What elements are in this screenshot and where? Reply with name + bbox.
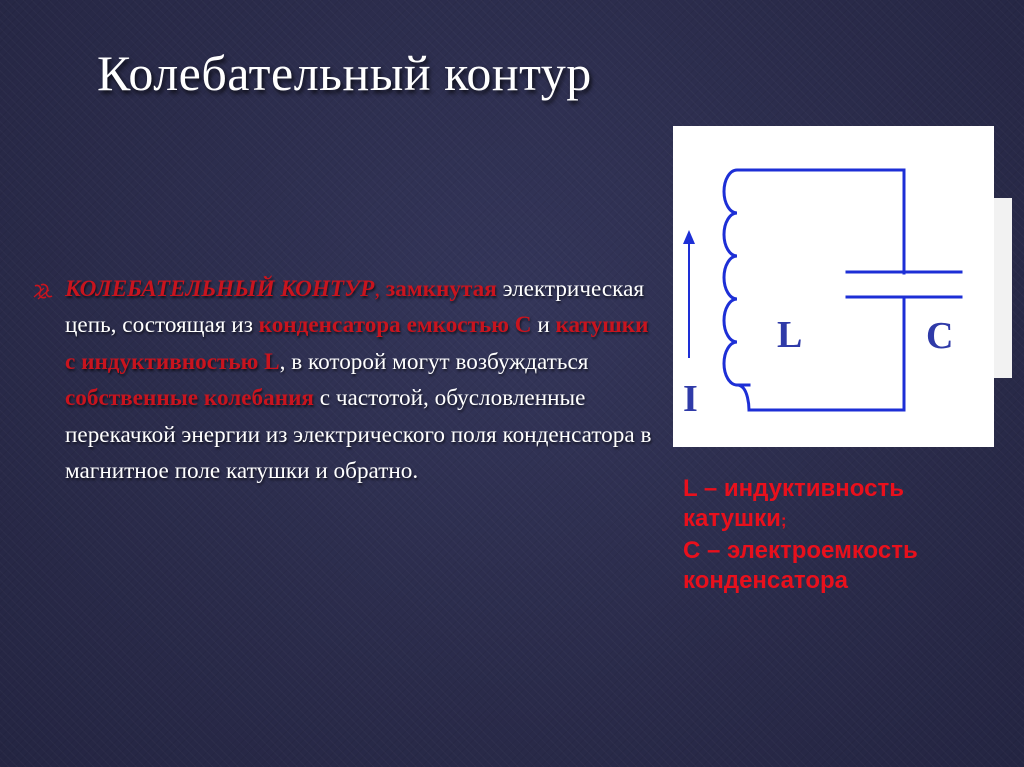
definition-block — [32, 271, 657, 489]
term-oscillating-circuit: КОЛЕБАТЕЛЬНЫЙ КОНТУР — [65, 276, 375, 302]
current-arrow-icon — [683, 230, 695, 358]
slide-title: Колебательный контур — [97, 45, 592, 101]
current-label: I — [683, 378, 698, 420]
term-natural-oscillations: собственные колебания — [65, 385, 314, 412]
text-part: с частотой, обусловленные перекачкой энергии из электрического поля конденсатора в магнитное поле катушки и обратно. — [65, 385, 652, 485]
circuit-diagram — [673, 126, 994, 447]
legend-capacitance-line1: С – электроемкость — [683, 537, 918, 564]
term-closed: замкнутая — [385, 276, 497, 302]
legend-inductance-line2 — [683, 504, 1003, 536]
ornamental-bullet-icon — [32, 282, 54, 302]
term-coil: катушки с индуктивностью L — [65, 312, 649, 375]
legend-capacitance-line2: конденсатора — [683, 567, 849, 594]
legend-semicolon: ; — [780, 511, 787, 530]
bottom-wire — [749, 298, 904, 410]
text-part: , в которой могут возбуждаться — [279, 348, 589, 375]
top-wire — [749, 170, 904, 273]
circuit-svg — [673, 126, 994, 447]
term-capacitor: конденсатора емкостью С — [258, 312, 532, 339]
capacitor-label: C — [926, 315, 954, 357]
comma: , — [374, 276, 386, 302]
inductor-label: L — [777, 314, 803, 356]
definition-text — [65, 271, 657, 489]
inductor-coil — [724, 170, 749, 385]
circuit-panel-tab — [994, 198, 1012, 378]
legend — [683, 474, 1003, 596]
text-part: и — [531, 312, 556, 339]
coil-bottom-lead — [737, 385, 749, 410]
text-part: электрическая цепь, состоящая из — [65, 276, 645, 339]
legend-inductance-line1: L – индуктивность — [683, 475, 905, 502]
legend-inductance-text: катушки — [683, 505, 781, 532]
